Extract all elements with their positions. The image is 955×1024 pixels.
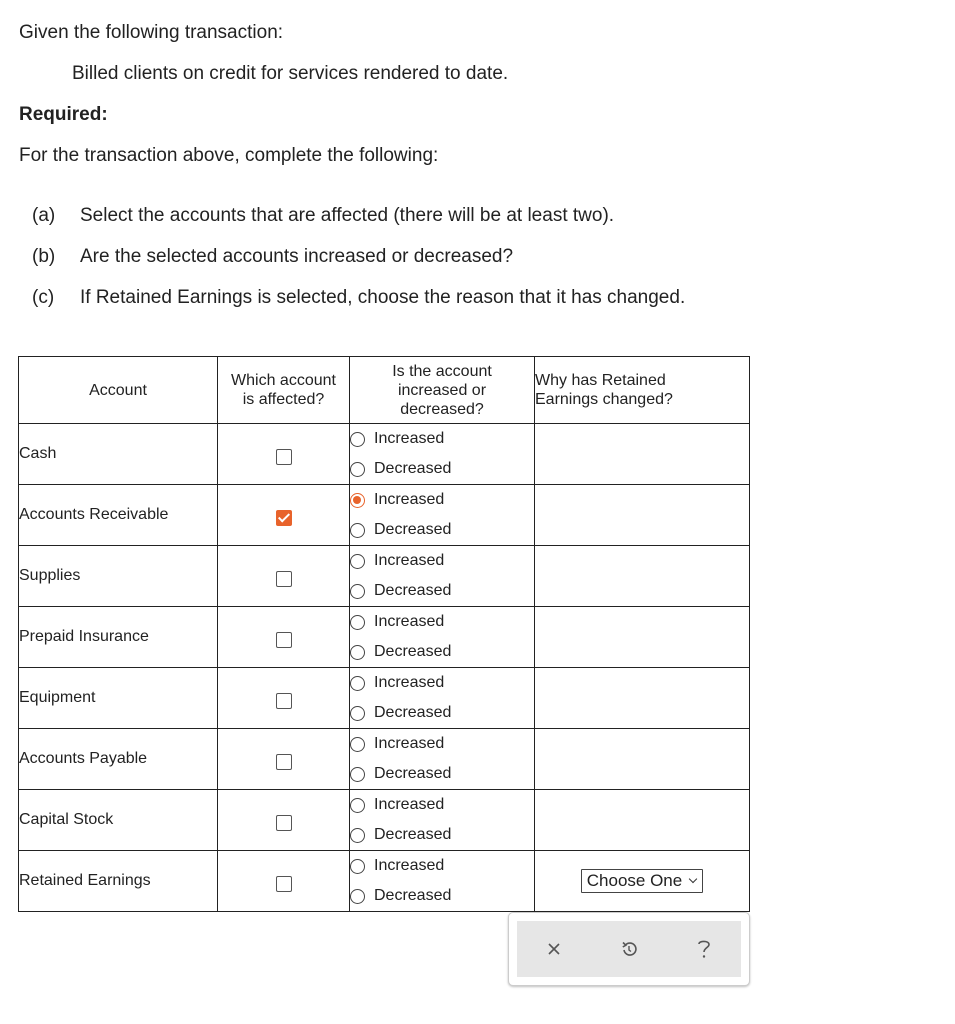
step-label: (a) — [32, 205, 56, 226]
reason-cell — [535, 424, 750, 485]
direction-cell — [350, 607, 535, 668]
radio-option-decreased[interactable] — [350, 576, 534, 606]
reason-cell — [535, 546, 750, 607]
answer-toolbar — [508, 912, 750, 986]
table-row — [19, 729, 750, 790]
radio-label: Decreased — [374, 521, 452, 538]
table-row — [19, 668, 750, 729]
radio-label: Decreased — [374, 887, 452, 904]
affected-checkbox[interactable] — [276, 449, 292, 465]
radio-decreased[interactable] — [350, 523, 365, 538]
help-icon[interactable] — [686, 931, 722, 967]
radio-option-increased[interactable] — [350, 790, 534, 820]
radio-label: Decreased — [374, 643, 452, 660]
affected-cell — [218, 668, 350, 729]
radio-option-decreased[interactable] — [350, 515, 534, 545]
step-b — [32, 246, 513, 268]
radio-option-decreased[interactable] — [350, 881, 534, 911]
affected-cell — [218, 851, 350, 912]
radio-option-increased[interactable] — [350, 607, 534, 637]
radio-label: Decreased — [374, 826, 452, 843]
radio-label: Increased — [374, 552, 445, 569]
reason-cell — [535, 668, 750, 729]
radio-option-decreased[interactable] — [350, 637, 534, 667]
account-name: Retained Earnings — [19, 851, 218, 912]
radio-option-increased[interactable] — [350, 485, 534, 515]
close-icon[interactable] — [536, 931, 572, 967]
header-affected: Which account is affected? — [218, 357, 350, 424]
radio-label: Decreased — [374, 460, 452, 477]
affected-cell — [218, 546, 350, 607]
radio-label: Increased — [374, 796, 445, 813]
account-name: Cash — [19, 424, 218, 485]
radio-increased[interactable] — [350, 737, 365, 752]
radio-option-increased[interactable] — [350, 546, 534, 576]
table-row — [19, 424, 750, 485]
required-label: Required: — [19, 104, 108, 125]
radio-label: Decreased — [374, 765, 452, 782]
step-label: (c) — [32, 287, 55, 308]
radio-decreased[interactable] — [350, 584, 365, 599]
accounts-table — [18, 356, 750, 912]
radio-decreased[interactable] — [350, 645, 365, 660]
reason-cell — [535, 485, 750, 546]
radio-option-increased[interactable] — [350, 424, 534, 454]
radio-increased[interactable] — [350, 859, 365, 874]
step-text: Are the selected accounts increased or decreased? — [80, 246, 514, 267]
radio-increased[interactable] — [350, 798, 365, 813]
radio-option-increased[interactable] — [350, 729, 534, 759]
direction-cell — [350, 851, 535, 912]
radio-increased[interactable] — [350, 676, 365, 691]
direction-cell — [350, 546, 535, 607]
radio-increased[interactable] — [350, 554, 365, 569]
radio-decreased[interactable] — [350, 462, 365, 477]
account-name: Equipment — [19, 668, 218, 729]
reason-select-value: Choose One — [586, 871, 683, 890]
direction-cell — [350, 424, 535, 485]
direction-cell — [350, 668, 535, 729]
radio-option-decreased[interactable] — [350, 820, 534, 850]
reset-icon[interactable] — [611, 931, 647, 967]
direction-cell — [350, 790, 535, 851]
radio-decreased[interactable] — [350, 706, 365, 721]
radio-label: Increased — [374, 491, 445, 508]
transaction-text: Billed clients on credit for services rendered to date. — [72, 63, 509, 84]
affected-checkbox[interactable] — [276, 815, 292, 831]
affected-checkbox[interactable] — [276, 876, 292, 892]
radio-increased[interactable] — [350, 432, 365, 447]
affected-cell — [218, 729, 350, 790]
reason-cell — [535, 729, 750, 790]
account-name: Capital Stock — [19, 790, 218, 851]
radio-option-decreased[interactable] — [350, 759, 534, 789]
direction-cell — [350, 485, 535, 546]
affected-checkbox[interactable] — [276, 632, 292, 648]
instruction-text: For the transaction above, complete the following: — [19, 145, 439, 166]
radio-increased[interactable] — [350, 615, 365, 630]
reason-cell — [535, 790, 750, 851]
direction-cell — [350, 729, 535, 790]
step-a — [32, 205, 614, 227]
reason-select[interactable] — [581, 869, 703, 893]
account-name: Supplies — [19, 546, 218, 607]
account-name: Prepaid Insurance — [19, 607, 218, 668]
radio-label: Increased — [374, 613, 445, 630]
step-label: (b) — [32, 246, 56, 267]
account-name: Accounts Payable — [19, 729, 218, 790]
table-row — [19, 546, 750, 607]
radio-decreased[interactable] — [350, 767, 365, 782]
affected-checkbox[interactable] — [276, 693, 292, 709]
affected-cell — [218, 790, 350, 851]
header-direction: Is the account increased or decreased? — [350, 357, 535, 424]
table-row — [19, 790, 750, 851]
table-row — [19, 485, 750, 546]
affected-checkbox[interactable] — [276, 754, 292, 770]
header-reason: Why has Retained Earnings changed? — [535, 357, 750, 424]
step-text: If Retained Earnings is selected, choose the reason that it has changed. — [80, 287, 686, 308]
radio-decreased[interactable] — [350, 889, 365, 904]
reason-cell — [535, 607, 750, 668]
affected-checkbox[interactable] — [276, 571, 292, 587]
radio-label: Increased — [374, 674, 445, 691]
radio-increased[interactable] — [350, 493, 365, 508]
affected-checkbox[interactable] — [276, 510, 292, 526]
radio-label: Increased — [374, 857, 445, 874]
radio-decreased[interactable] — [350, 828, 365, 843]
radio-label: Increased — [374, 735, 445, 752]
radio-option-increased[interactable] — [350, 851, 534, 881]
chevron-down-icon — [689, 875, 697, 883]
account-name: Accounts Receivable — [19, 485, 218, 546]
reason-cell — [535, 851, 750, 912]
radio-label: Decreased — [374, 704, 452, 721]
header-account: Account — [19, 357, 218, 424]
radio-label: Decreased — [374, 582, 452, 599]
affected-cell — [218, 607, 350, 668]
table-row — [19, 851, 750, 912]
radio-option-increased[interactable] — [350, 668, 534, 698]
radio-label: Increased — [374, 430, 445, 447]
intro-text: Given the following transaction: — [19, 22, 284, 43]
step-c — [32, 287, 685, 309]
affected-cell — [218, 485, 350, 546]
table-row — [19, 607, 750, 668]
step-text: Select the accounts that are affected (there will be at least two). — [80, 205, 615, 226]
affected-cell — [218, 424, 350, 485]
radio-option-decreased[interactable] — [350, 698, 534, 728]
radio-option-decreased[interactable] — [350, 454, 534, 484]
